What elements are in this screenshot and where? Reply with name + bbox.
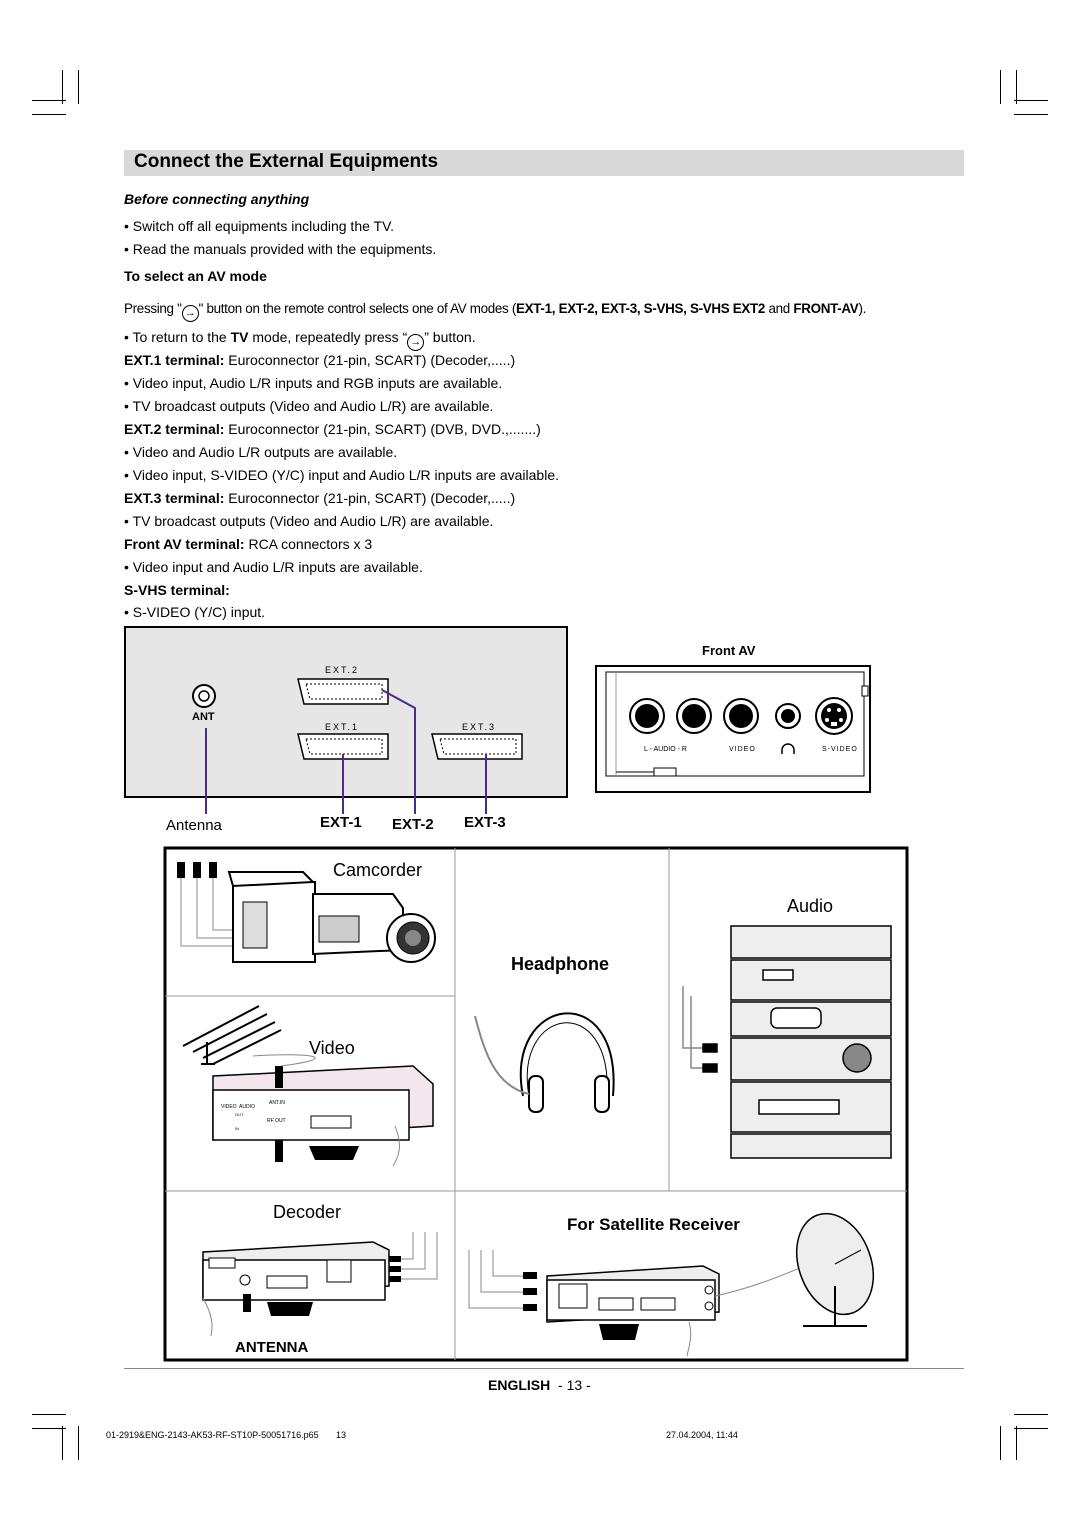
- audio-lr-label: L - AUDIO - R: [644, 746, 687, 753]
- antenna-caption: ANTENNA: [235, 1339, 309, 1356]
- front-line: [124, 536, 372, 552]
- pressing-modes: EXT-1, EXT-2, EXT-3, S-VHS, S-VHS EXT2: [516, 301, 766, 316]
- front-desc: RCA connectors x 3: [244, 536, 373, 552]
- s-video-label: S-VIDEO: [822, 746, 858, 753]
- headphone-jack-core: [781, 709, 795, 723]
- audio-label: Audio: [787, 896, 834, 916]
- return-tv: TV: [230, 329, 249, 345]
- audio-l-jack-core: [635, 704, 659, 728]
- vcr-audio-label: AUDIO: [239, 1104, 255, 1110]
- front-av-title: Front AV: [702, 643, 756, 658]
- ext2-desc: Euroconnector (21-pin, SCART) (DVB, DVD.,.......): [224, 421, 541, 437]
- ext1-line: [124, 352, 515, 368]
- video-recorder-label: Video: [309, 1038, 355, 1058]
- ext2-bullet-1: • Video and Audio L/R outputs are available.: [124, 444, 398, 460]
- ext2-bullet-2: • Video input, S-VIDEO (Y/C) input and Audio L/R inputs are available.: [124, 467, 559, 483]
- front-label: Front AV terminal:: [124, 536, 245, 552]
- ext1-big-label: EXT-1: [320, 814, 362, 831]
- vcr-in-label: IN: [235, 1126, 239, 1131]
- ant-label: ANT: [192, 711, 215, 723]
- return-end: ” button.: [424, 329, 476, 345]
- vcr-antin-label: ANT.IN: [269, 1100, 285, 1106]
- page-title: Connect the External Equipments: [134, 151, 439, 172]
- footer-sheet: 13: [336, 1430, 347, 1440]
- audio-r-jack-core: [682, 704, 706, 728]
- svhs-label: S-VHS terminal:: [124, 582, 230, 598]
- before-bullet-2: • Read the manuals provided with the equipments.: [124, 241, 437, 257]
- pressing-last: FRONT-AV: [793, 301, 859, 316]
- before-bullet-1: • Switch off all equipments including the TV.: [124, 218, 395, 234]
- camcorder-label: Camcorder: [333, 860, 423, 880]
- ext3-scart-connector: [432, 734, 522, 759]
- svhs-bullet-1: • S-VIDEO (Y/C) input.: [124, 604, 266, 620]
- ext2-panel-label: EXT.2: [325, 665, 360, 675]
- footer-filename: 01-2919&ENG-2143-AK53-RF-ST10P-50051716.p65: [106, 1430, 319, 1440]
- before-title: Before connecting anything: [124, 191, 310, 207]
- footer-page: [488, 1377, 591, 1393]
- return-line: [124, 329, 476, 351]
- vcr-out-label: OUT: [235, 1112, 244, 1117]
- footer-language: ENGLISH: [488, 1377, 551, 1393]
- rear-panel-diagram: [120, 622, 580, 842]
- headphone-label: Headphone: [511, 954, 610, 974]
- vcr-video-label: VIDEO: [221, 1104, 237, 1110]
- pressing-mid: " button on the remote control selects one of AV modes (: [198, 301, 517, 316]
- ext1-desc: Euroconnector (21-pin, SCART) (Decoder,.....): [224, 352, 516, 368]
- pressing-pre: Pressing ": [124, 301, 182, 316]
- front-av-diagram: [594, 664, 874, 796]
- footer-rule: [124, 1368, 964, 1369]
- ext1-panel-label: EXT.1: [325, 722, 360, 732]
- pressing-line: [124, 301, 866, 322]
- ext3-big-label: EXT-3: [464, 814, 506, 831]
- av-source-icon: →: [182, 305, 199, 322]
- ext2-big-label: EXT-2: [392, 816, 434, 833]
- av-source-icon: →: [407, 334, 424, 351]
- ext3-line: [124, 490, 515, 506]
- pressing-and: and: [765, 301, 794, 316]
- antenna-label: Antenna: [166, 817, 222, 834]
- ext3-bullet-1: • TV broadcast outputs (Video and Audio L/R) are available.: [124, 513, 494, 529]
- vcr-rfout-label: RF OUT: [267, 1118, 286, 1124]
- ext2-label: EXT.2 terminal:: [124, 421, 225, 437]
- footer-page-number: - 13 -: [558, 1377, 591, 1393]
- front-av-plug: [654, 768, 676, 776]
- ext2-line: [124, 421, 541, 437]
- ext1-bullet-1: • Video input, Audio L/R inputs and RGB inputs are available.: [124, 375, 503, 391]
- footer-date: 27.04.2004, 11:44: [666, 1430, 738, 1440]
- pressing-end: ).: [858, 301, 867, 316]
- ext3-desc: Euroconnector (21-pin, SCART) (Decoder,.....): [224, 490, 516, 506]
- video-jack-core: [729, 704, 753, 728]
- ext1-label: EXT.1 terminal:: [124, 352, 225, 368]
- ext1-bullet-2: • TV broadcast outputs (Video and Audio L/R) are available.: [124, 398, 494, 414]
- return-mid: mode, repeatedly press “: [248, 329, 408, 345]
- front-bullet-1: • Video input and Audio L/R inputs are available.: [124, 559, 423, 575]
- decoder-label: Decoder: [273, 1202, 342, 1222]
- ext3-label: EXT.3 terminal:: [124, 490, 225, 506]
- ext2-scart-connector: [298, 679, 388, 704]
- satellite-label: For Satellite Receiver: [567, 1215, 740, 1234]
- video-label: VIDEO: [729, 746, 756, 753]
- antenna-socket: [193, 685, 215, 707]
- ext3-panel-label: EXT.3: [462, 722, 497, 732]
- section-heading: [124, 150, 964, 176]
- return-pre: • To return to the: [124, 329, 231, 345]
- av-mode-title: To select an AV mode: [124, 268, 267, 284]
- devices-diagram: [163, 846, 909, 1362]
